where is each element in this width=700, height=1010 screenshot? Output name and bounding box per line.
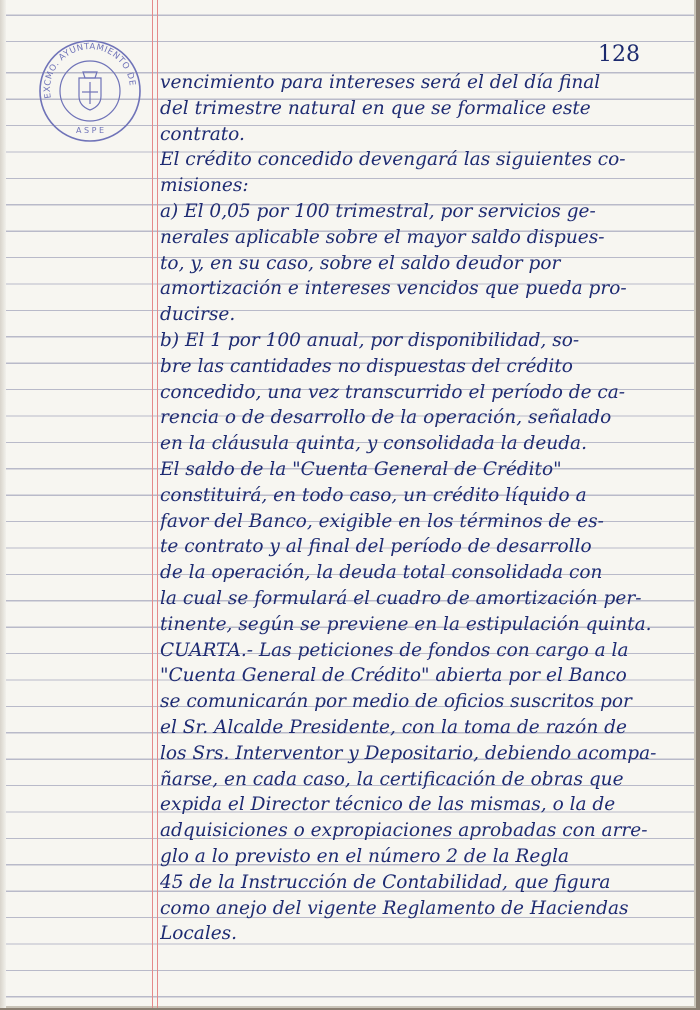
text-line: ducirse.	[160, 304, 236, 326]
page-number: 128	[598, 42, 640, 67]
text-line: misiones:	[160, 175, 249, 197]
text-line: en la cláusula quinta, y consolidada la deuda.	[160, 433, 587, 455]
text-line: to, y, en su caso, sobre el saldo deudor por	[160, 252, 561, 274]
text-line: nerales aplicable sobre el mayor saldo dispues-	[160, 226, 605, 248]
text-line: de la operación, la deuda total consolidada con	[160, 562, 603, 584]
text-line: la cual se formulará el cuadro de amortización per-	[160, 587, 642, 609]
text-line: 45 de la Instrucción de Contabilidad, que figura	[160, 871, 611, 893]
text-line: glo a lo previsto en el número 2 de la Regla	[160, 845, 570, 867]
text-line: Locales.	[160, 923, 238, 945]
text-line: del trimestre natural en que se formalice este	[160, 97, 591, 119]
text-line: CUARTA.- Las peticiones de fondos con cargo a la	[160, 639, 629, 661]
text-line: tinente, según se previene en la estipulación quinta.	[160, 613, 652, 635]
margin-rule	[152, 0, 153, 1008]
text-line: bre las cantidades no dispuestas del crédito	[160, 355, 573, 377]
coat-of-arms-icon	[79, 72, 101, 110]
text-line: El crédito concedido devengará las siguientes co-	[160, 149, 626, 171]
text-line: rencia o de desarrollo de la operación, señalado	[160, 407, 612, 429]
text-line: el Sr. Alcalde Presidente, con la toma de razón de	[160, 716, 627, 738]
text-line: b) El 1 por 100 anual, por disponibilidad, so-	[160, 329, 580, 351]
text-line: "Cuenta General de Crédito" abierta por el Banco	[160, 665, 627, 687]
text-line: concedido, una vez transcurrido el período de ca-	[160, 381, 626, 403]
text-line: a) El 0,05 por 100 trimestral, por servicios ge-	[160, 200, 596, 222]
margin-rule-second	[157, 0, 158, 1008]
text-line: te contrato y al final del período de desarrollo	[160, 536, 592, 558]
text-line: ñarse, en cada caso, la certificación de obras que	[160, 768, 624, 790]
text-line: se comunicarán por medio de oficios suscritos por	[160, 691, 632, 713]
stamp-bottom-text: A S P E	[75, 126, 105, 135]
text-line: favor del Banco, exigible en los términos de es-	[160, 510, 604, 532]
text-line: los Srs. Interventor y Depositario, debiendo acompa-	[160, 742, 657, 764]
page-edge	[0, 0, 6, 1008]
text-line: adquisiciones o expropiaciones aprobadas con arre-	[160, 820, 648, 842]
municipal-seal-stamp	[37, 38, 143, 144]
text-line: expida el Director técnico de las mismas, o la de	[160, 794, 616, 816]
text-line: constituirá, en todo caso, un crédito líquido a	[160, 484, 587, 506]
handwritten-text-block	[160, 70, 688, 947]
text-line: El saldo de la "Cuenta General de Crédito"	[160, 458, 562, 480]
stamp-ring-text: EXCMO. AYUNTAMIENTO DE	[42, 42, 137, 100]
text-line: vencimiento para intereses será el del día final	[160, 72, 601, 93]
text-line: contrato.	[160, 123, 245, 145]
text-line: como anejo del vigente Reglamento de Haciendas	[160, 897, 629, 919]
text-line: amortización e intereses vencidos que pueda pro-	[160, 278, 627, 300]
